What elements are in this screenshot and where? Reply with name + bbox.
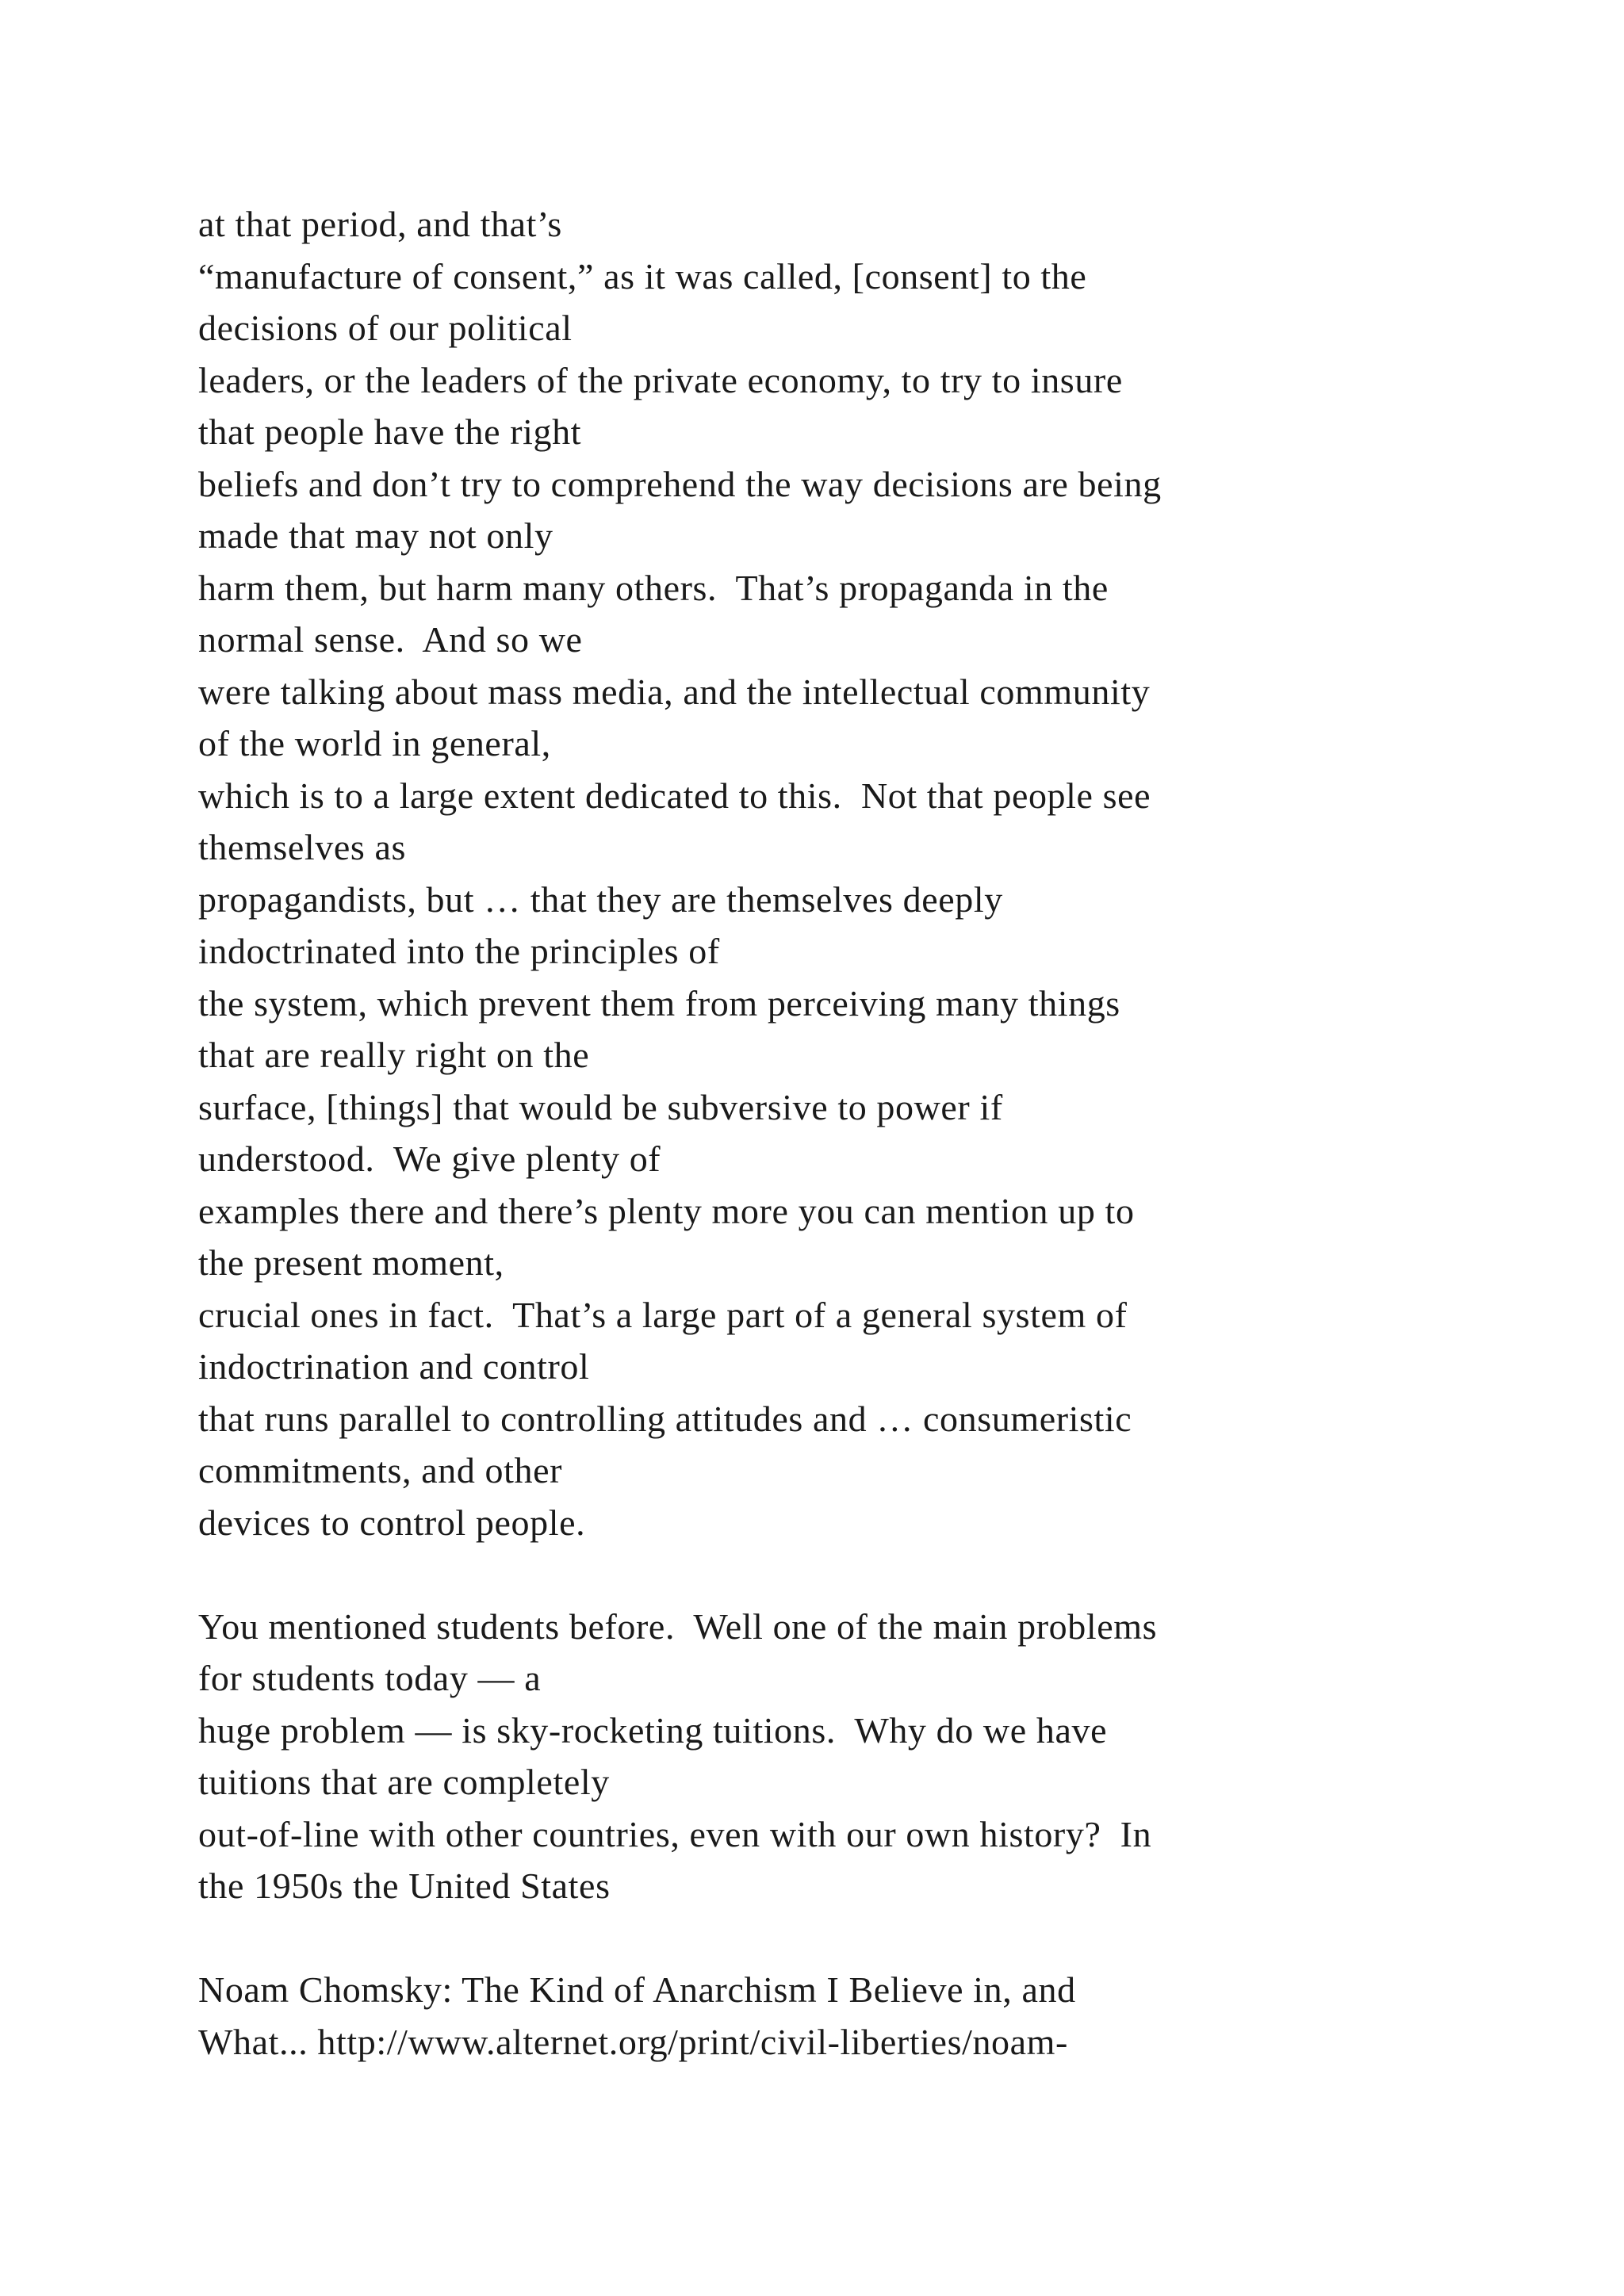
text-line: made that may not only [198,515,553,556]
text-line: that are really right on the [198,1035,590,1075]
text-line: of the world in general, [198,723,551,763]
text-line: huge problem — is sky-rocketing tuitions. Why do we have [198,1709,1108,1751]
text-line: which is to a large extent dedicated to this. Not that people see [198,775,1151,816]
text-line: themselves as [198,827,407,867]
footer-line: Noam Chomsky: The Kind of Anarchism I Believe in, and [198,1969,1076,2010]
text-line: the system, which prevent them from perceiving many things [198,982,1120,1024]
text-line: out-of-line with other countries, even with our own history? In [198,1813,1152,1854]
text-line: leaders, or the leaders of the private economy, to try to insure [198,359,1123,400]
text-line: devices to control people. [198,1502,586,1543]
footer-line: What... http://www.alternet.org/print/civil-liberties/noam- [198,2021,1068,2062]
text-line: were talking about mass media, and the intellectual community [198,671,1151,712]
text-line: that runs parallel to controlling attitudes and … consumeristic [198,1398,1132,1439]
page-footer-citation [198,1964,1499,2068]
text-line: the 1950s the United States [198,1866,611,1906]
text-line: the present moment, [198,1242,504,1283]
text-line: decisions of our political [198,308,573,348]
text-line: You mentioned students before. Well one of the main problems [198,1605,1158,1647]
text-line: propagandists, but … that they are themselves deeply [198,878,1003,920]
text-line: harm them, but harm many others. That’s propaganda in the [198,567,1109,608]
text-line: at that period, and that’s [198,204,562,244]
text-line: indoctrination and control [198,1346,590,1387]
text-line: tuitions that are completely [198,1762,610,1802]
document-page [198,198,1499,2068]
text-line: crucial ones in fact. That’s a large part of a general system of [198,1294,1128,1335]
text-line: surface, [things] that would be subversive to power if [198,1086,1003,1127]
paragraph-1 [198,198,1499,1548]
paragraph-gap [198,1548,1499,1601]
text-line: indoctrinated into the principles of [198,931,720,971]
text-line: examples there and there’s plenty more you can mention up to [198,1190,1135,1231]
text-line: understood. We give plenty of [198,1138,661,1179]
text-line: for students today — a [198,1658,542,1698]
text-line: that people have the right [198,411,582,452]
text-line: normal sense. And so we [198,619,583,660]
paragraph-2 [198,1601,1499,1912]
text-line: beliefs and don’t try to comprehend the way decisions are being [198,463,1162,504]
text-line: commitments, and other [198,1450,563,1490]
text-line: “manufacture of consent,” as it was called, [consent] to the [198,255,1087,297]
paragraph-gap [198,1912,1499,1965]
